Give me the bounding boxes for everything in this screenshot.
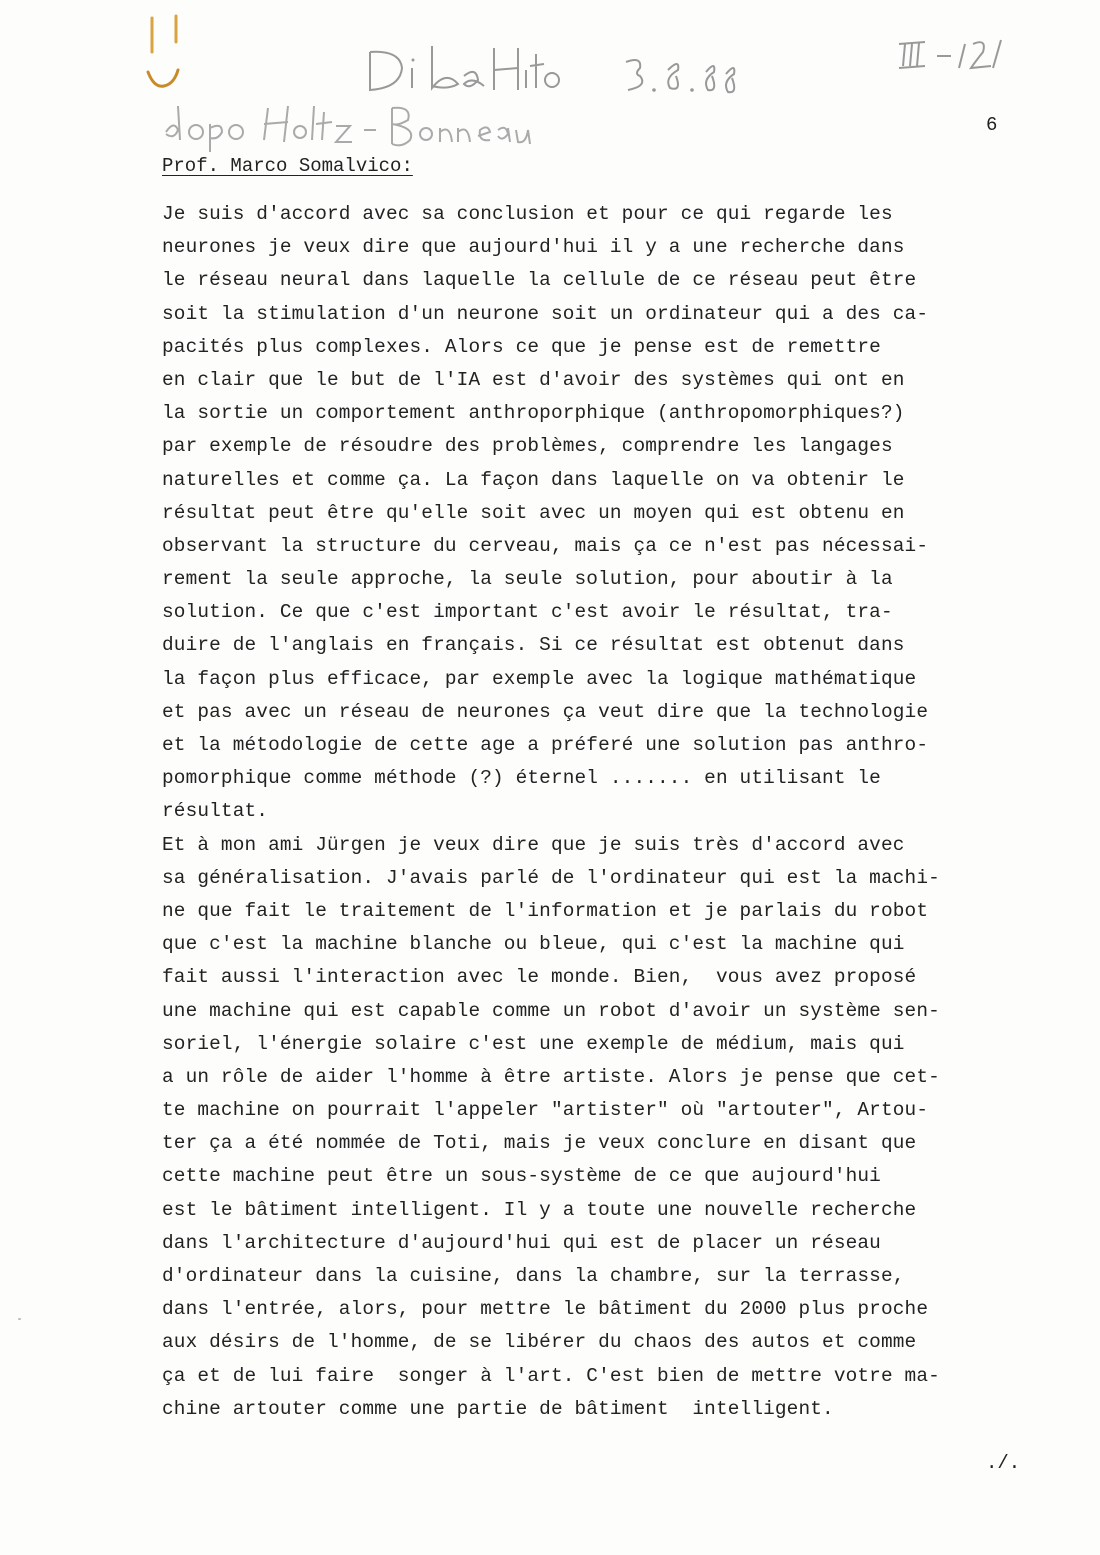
text-line: le réseau neural dans laquelle la cellule de ce réseau peut être (162, 269, 917, 292)
text-line: duire de l'anglais en français. Si ce résultat est obtenut dans (162, 634, 905, 657)
text-line: Je suis d'accord avec sa conclusion et pour ce qui regarde les (162, 203, 893, 225)
author-handwritten-note (360, 40, 560, 100)
text-line: rement la seule approche, la seule solution, pour aboutir à la (162, 568, 893, 591)
page-number: 6 (986, 114, 998, 136)
text-line: ne que fait le traitement de l'information et je parlais du robot (162, 899, 929, 922)
context-handwritten-note (160, 100, 540, 155)
text-line: a un rôle de aider l'homme à être artiste. Alors je pense que cet- (162, 1065, 940, 1088)
transcript-body (162, 198, 1062, 1426)
text-line: résultat peut être qu'elle soit avec un moyen qui est obtenu en (162, 501, 905, 524)
text-line: par exemple de résoudre des problèmes, comprendre les langages (162, 435, 893, 458)
date-handwritten-note (620, 52, 750, 102)
text-line: fait aussi l'interaction avec le monde. Bien, vous avez proposé (162, 966, 917, 989)
text-line: résultat. (162, 800, 269, 823)
text-line: ter ça a été nommée de Toti, mais je veux conclure en disant que (162, 1132, 917, 1155)
text-line: te machine on pourrait l'appeler "artister" où "artouter", Artou- (162, 1099, 929, 1122)
text-line: naturelles et comme ça. La façon dans laquelle on va obtenir le (162, 468, 905, 491)
text-line: aux désirs de l'homme, de se libérer du chaos des autos et comme (162, 1331, 917, 1354)
text-line: ça et de lui faire songer à l'art. C'est bien de mettre votre ma- (162, 1364, 940, 1387)
top-left-marker-mark (140, 12, 190, 92)
speaker-heading: Prof. Marco Somalvico: (162, 155, 413, 177)
archive-reference-note (895, 30, 1015, 80)
text-line: en clair que le but de l'IA est d'avoir des systèmes qui ont en (162, 368, 905, 391)
text-line: d'ordinateur dans la cuisine, dans la chambre, sur la terrasse, (162, 1265, 905, 1287)
text-line: soriel, l'énergie solaire c'est une exemple de médium, mais qui (162, 1032, 905, 1055)
text-line: pacités plus complexes. Alors ce que je pense est de remettre (162, 335, 881, 358)
text-line: la sortie un comportement anthroporphique (anthropomorphiques?) (162, 402, 905, 425)
text-line: dans l'architecture d'aujourd'hui qui est de placer un réseau (162, 1231, 881, 1254)
text-line: la façon plus efficace, par exemple avec la logique mathématique (162, 667, 917, 690)
text-line: que c'est la machine blanche ou bleue, qui c'est la machine qui (162, 933, 905, 956)
text-line: cette machine peut être un sous-système de ce que aujourd'hui (162, 1165, 881, 1188)
text-line: et la métodologie de cette age a préferé une solution pas anthro- (162, 734, 929, 756)
text-line: dans l'entrée, alors, pour mettre le bâtiment du 2000 plus proche (162, 1298, 929, 1321)
text-line: Et à mon ami Jürgen je veux dire que je suis très d'accord avec (162, 833, 905, 856)
text-line: observant la structure du cerveau, mais ça ce n'est pas nécessai- (162, 534, 929, 557)
text-line: et pas avec un réseau de neurones ça veut dire que la technologie (162, 700, 929, 723)
text-line: solution. Ce que c'est important c'est avoir le résultat, tra- (162, 601, 893, 624)
text-line: soit la stimulation d'un neurone soit un ordinateur qui a des ca- (162, 302, 929, 325)
text-line: une machine qui est capable comme un robot d'avoir un système sen- (162, 999, 940, 1022)
text-line: est le bâtiment intelligent. Il y a toute une nouvelle recherche (162, 1198, 917, 1221)
text-line: chine artouter comme une partie de bâtiment intelligent. (162, 1397, 834, 1420)
paper-speck (18, 1318, 21, 1320)
continuation-mark: ./. (986, 1452, 1021, 1474)
text-line: sa généralisation. J'avais parlé de l'ordinateur qui est la machi- (162, 866, 940, 889)
text-line: neurones je veux dire que aujourd'hui il y a une recherche dans (162, 236, 905, 259)
text-line: pomorphique comme méthode (?) éternel ....... en utilisant le (162, 767, 881, 790)
